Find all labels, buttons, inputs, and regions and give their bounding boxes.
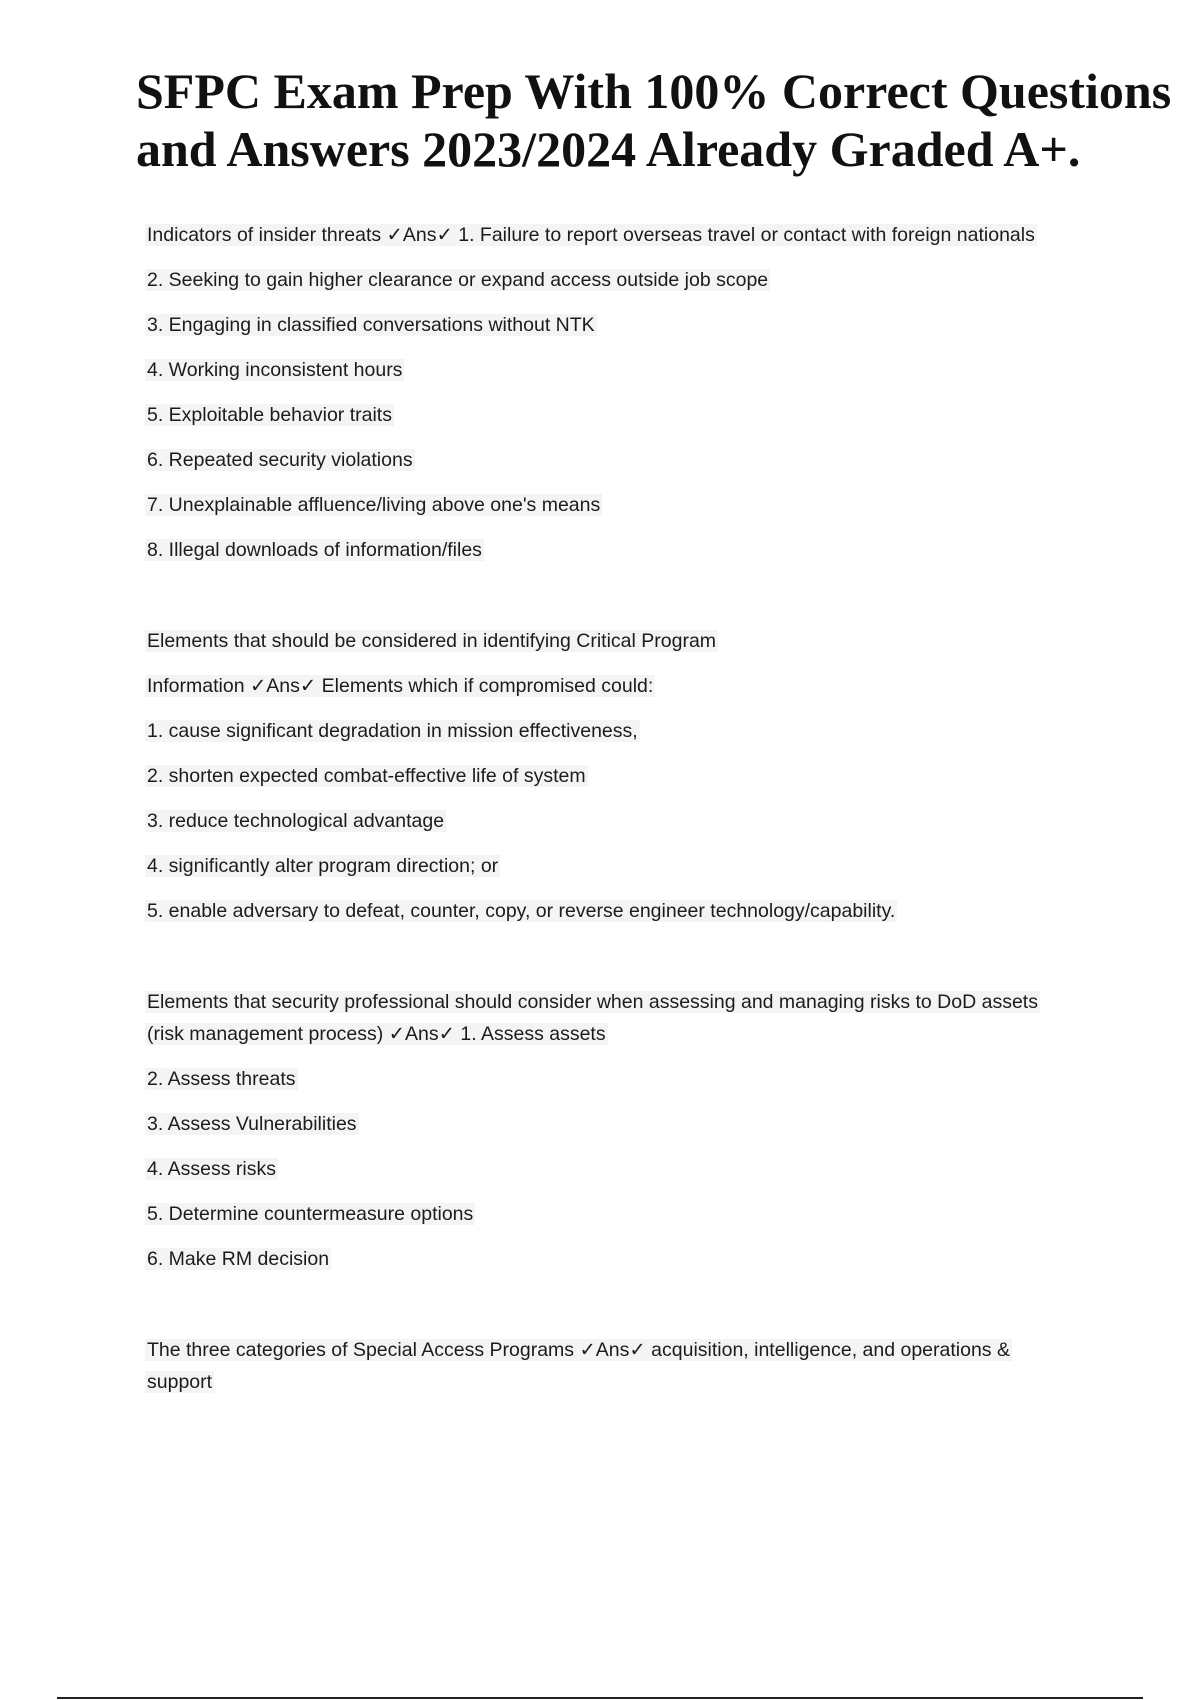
question-line: Indicators of insider threats ✓Ans✓ 1. Failure to report overseas travel or contact with foreign nationals (147, 224, 1035, 246)
document-title (136, 62, 1200, 178)
question-line: Information ✓Ans✓ Elements which if compromised could: (147, 675, 654, 697)
answer-line: 2. shorten expected combat-effective life of system (147, 765, 586, 787)
answer-line: 1. cause significant degradation in mission effectiveness, (147, 720, 638, 742)
qa-content (145, 222, 1095, 1414)
answer-line: 2. Seeking to gain higher clearance or expand access outside job scope (147, 269, 769, 291)
answer-line: 5. enable adversary to defeat, counter, copy, or reverse engineer technology/capability. (147, 900, 896, 922)
answer-line: 4. Working inconsistent hours (147, 359, 403, 381)
answer-line: 8. Illegal downloads of information/files (147, 539, 482, 561)
answer-line: 2. Assess threats (147, 1068, 296, 1090)
answer-line: 7. Unexplainable affluence/living above one's means (147, 494, 601, 516)
answer-line: 6. Repeated security violations (147, 449, 413, 471)
question-line: Elements that should be considered in identifying Critical Program (147, 630, 717, 652)
question-line: Elements that security professional should consider when assessing and managing risks to DoD assets (147, 991, 1038, 1013)
answer-line: 4. significantly alter program direction; or (147, 855, 499, 877)
question-line: (risk management process) ✓Ans✓ 1. Assess assets (147, 1023, 606, 1045)
answer-line: 5. Determine countermeasure options (147, 1203, 474, 1225)
answer-line: 3. reduce technological advantage (147, 810, 445, 832)
answer-line: 3. Assess Vulnerabilities (147, 1113, 357, 1135)
answer-line: 3. Engaging in classified conversations without NTK (147, 314, 595, 336)
question-line: The three categories of Special Access Programs ✓Ans✓ acquisition, intelligence, and operations & (147, 1339, 1010, 1361)
footer-divider (57, 1697, 1143, 1699)
title-line-2: and Answers 2023/2024 Already Graded A+. (136, 121, 1081, 177)
qa-insider-threats (145, 222, 1095, 563)
qa-risk-management-process (145, 989, 1095, 1272)
section-spacer (145, 1291, 1095, 1337)
answer-line: support (147, 1371, 213, 1393)
answer-line: 6. Make RM decision (147, 1248, 330, 1270)
title-line-1: SFPC Exam Prep With 100% Correct Questions (136, 63, 1172, 119)
section-spacer (145, 943, 1095, 989)
answer-line: 5. Exploitable behavior traits (147, 404, 392, 426)
section-spacer (145, 582, 1095, 628)
qa-special-access-programs (145, 1337, 1095, 1395)
qa-critical-program-information (145, 628, 1095, 924)
answer-line: 4. Assess risks (147, 1158, 276, 1180)
